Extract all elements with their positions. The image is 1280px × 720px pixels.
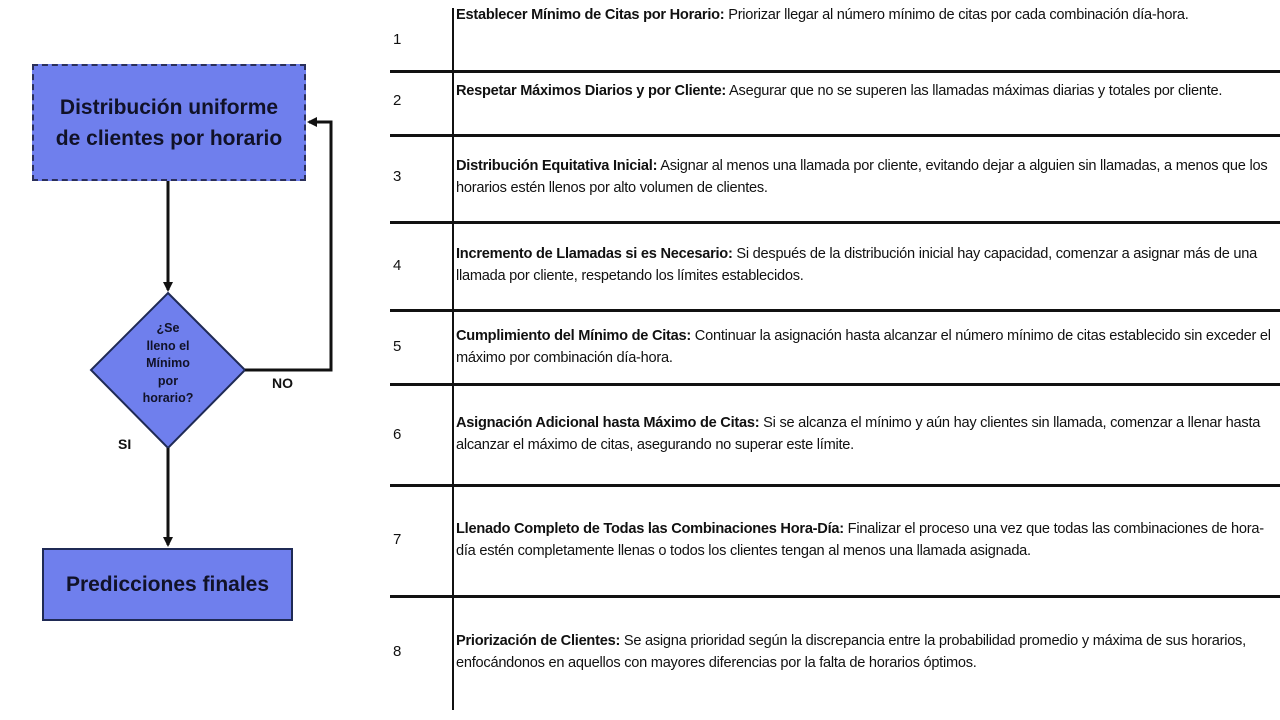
no-branch-label: NO xyxy=(272,375,293,391)
rule-title: Respetar Máximos Diarios y por Cliente: xyxy=(456,83,727,99)
rule-title: Establecer Mínimo de Citas por Horario: xyxy=(456,7,725,23)
rule-title: Distribución Equitativa Inicial: xyxy=(456,158,658,174)
rule-description xyxy=(456,518,1278,562)
rule-description xyxy=(456,412,1278,456)
decision-line: Mínimo xyxy=(146,356,190,370)
start-process-box xyxy=(32,64,306,181)
end-process-box xyxy=(42,548,293,621)
rule-title: Priorización de Clientes: xyxy=(456,633,621,649)
rule-title: Asignación Adicional hasta Máximo de Citas: xyxy=(456,415,760,431)
start-process-label: Distribución uniforme de clientes por horario xyxy=(55,95,283,150)
decision-line: ¿Se xyxy=(156,321,180,335)
rule-number: 6 xyxy=(393,426,402,443)
decision-line: horario? xyxy=(142,391,194,405)
decision-label xyxy=(118,320,218,408)
table-row-divider xyxy=(390,309,1280,312)
rule-number: 8 xyxy=(393,643,402,660)
yes-branch-label: SI xyxy=(118,436,132,452)
rule-number: 1 xyxy=(393,31,402,48)
rule-description xyxy=(456,243,1278,287)
rule-number: 3 xyxy=(393,168,402,185)
rule-text: Si después de la distribución inicial hay capacidad, comenzar a asignar más de una llamada por cliente, respetando los límites establecidos. xyxy=(456,246,1257,284)
table-row-divider xyxy=(390,484,1280,487)
decision-line: por xyxy=(157,373,179,388)
rule-number: 4 xyxy=(393,257,402,274)
rule-text: Asignar al menos una llamada por cliente, evitando dejar a alguien sin llamadas, a menos que los horarios estén llenos por alto volumen de clientes. xyxy=(456,158,1268,196)
rule-text: Finalizar el proceso una vez que todas las combinaciones de hora-día estén completamente llenas o todos los clientes tengan al menos una llamada asignada. xyxy=(456,521,1264,559)
table-row-divider xyxy=(390,221,1280,224)
rule-title: Cumplimiento del Mínimo de Citas: xyxy=(456,328,691,344)
rule-description xyxy=(456,80,1278,102)
rule-description xyxy=(456,4,1278,26)
rule-number: 2 xyxy=(393,92,402,109)
table-row-divider xyxy=(390,134,1280,137)
table-row-divider xyxy=(390,70,1280,73)
rule-description xyxy=(456,155,1278,199)
table-row-divider xyxy=(390,383,1280,386)
rule-text: Asegurar que no se superen las llamadas máximas diarias y totales por cliente. xyxy=(726,83,1223,99)
rule-title: Incremento de Llamadas si es Necesario: xyxy=(456,246,733,262)
rule-text: Si se alcanza el mínimo y aún hay clientes sin llamada, comenzar a llenar hasta alcanzar el máximo de citas, asegurando no superar este límite. xyxy=(456,415,1261,453)
rule-title: Llenado Completo de Todas las Combinaciones Hora-Día: xyxy=(456,521,844,537)
rule-number: 7 xyxy=(393,531,402,548)
rule-text: Se asigna prioridad según la discrepancia entre la probabilidad promedio y máxima de sus horarios, enfocándonos en aquellos con mayores diferencias por la falta de horarios óptimos. xyxy=(456,633,1246,671)
rule-description xyxy=(456,630,1278,674)
flowchart xyxy=(0,0,370,720)
decision-line: lleno el xyxy=(146,338,190,353)
end-process-label: Predicciones finales xyxy=(65,572,270,596)
rule-number: 5 xyxy=(393,338,402,355)
rule-text: Priorizar llegar al número mínimo de citas por cada combinación día-hora. xyxy=(724,7,1189,23)
rule-text: Continuar la asignación hasta alcanzar el número mínimo de citas establecido sin exceder el máximo por combinación día-hora. xyxy=(456,328,1271,366)
rule-description xyxy=(456,325,1278,369)
table-row-divider xyxy=(390,595,1280,598)
table-column-divider xyxy=(452,8,454,710)
